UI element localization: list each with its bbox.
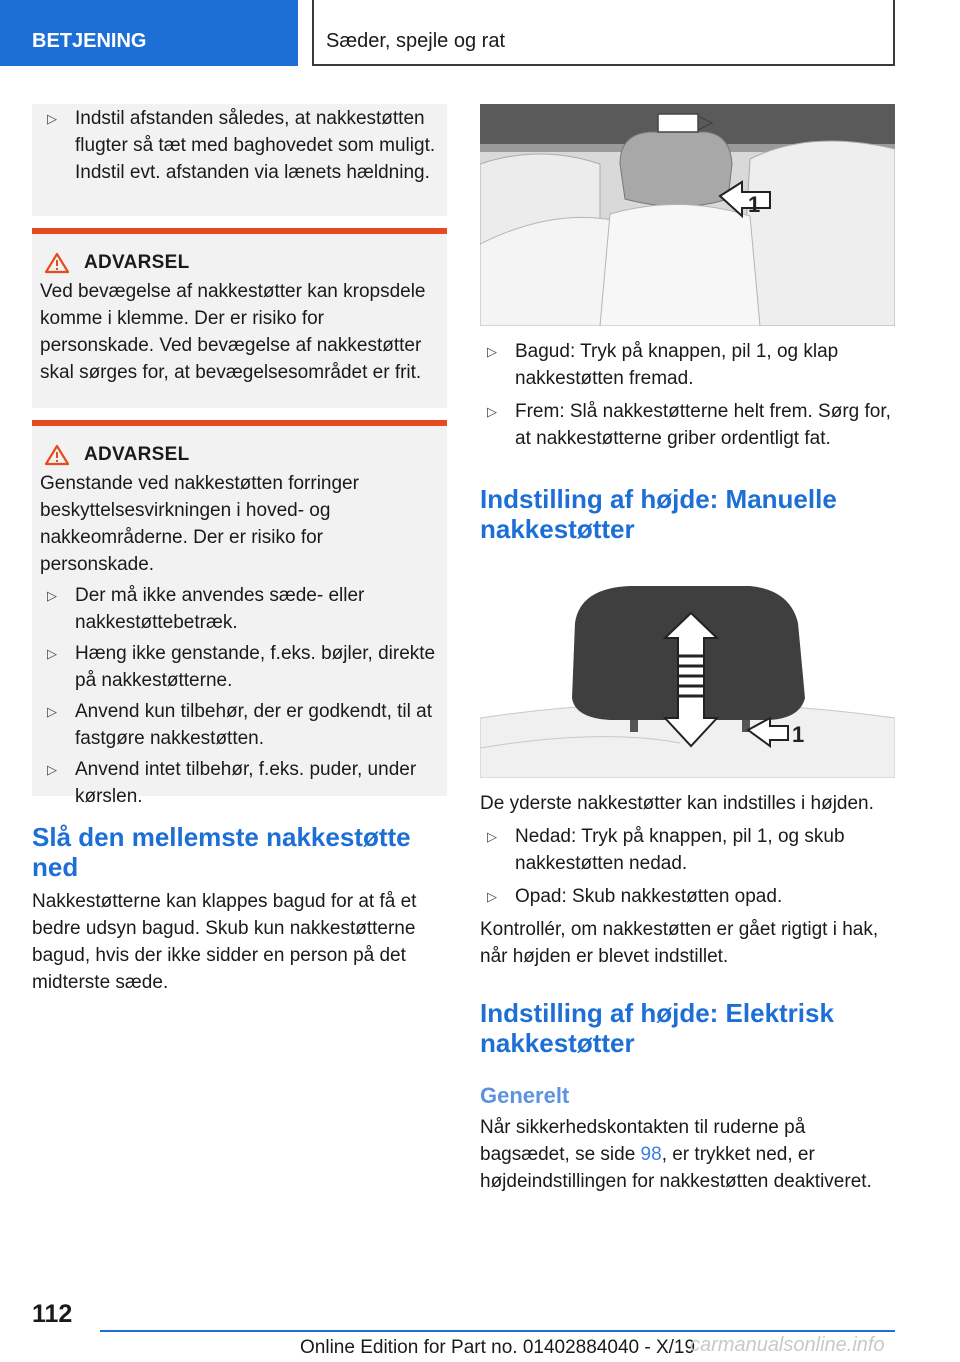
list-item: [472, 823, 895, 877]
list-item-text: Bagud: Tryk på knappen, pil 1, og klap nakkestøtten fremad.: [515, 341, 839, 389]
triangle-bullet-icon: ▷: [47, 762, 57, 777]
warning-text: Ved bevægelse af nakkestøtter kan kropsdele komme i klemme. Der er risiko for personskade. Ved bevægelse af nakkestøtter skal sørges for, at bevægelsesområdet er frit.: [40, 281, 426, 383]
section-heading: Indstilling af højde: Elektrisk nakkestøtter: [480, 998, 834, 1058]
list-item-text: Anvend intet tilbehør, f.eks. puder, under kørslen.: [75, 759, 417, 807]
list-item: [32, 698, 439, 752]
paragraph: Når sikkerhedskontakten til ruderne på bagsædet, se side 98, er trykket ned, er højdeindstillingen for nakkestøtten deaktiveret.: [480, 1117, 872, 1192]
triangle-bullet-icon: ▷: [47, 111, 57, 126]
intro-box: [32, 104, 447, 216]
list-item-text: Opad: Skub nakkestøtten opad.: [515, 886, 783, 907]
list-item: [472, 338, 895, 392]
triangle-bullet-icon: ▷: [47, 588, 57, 603]
warning-text: Genstande ved nakkestøtten forringer beskyttelsesvirkningen i hoved- og nakkeområderne. Der er risiko for personskade.: [40, 473, 359, 575]
warning-title: ADVARSEL: [84, 252, 190, 273]
triangle-bullet-icon: ▷: [487, 404, 497, 419]
list-item: [32, 582, 439, 636]
list-item: [32, 756, 439, 810]
list-item: [472, 398, 895, 452]
subsection-heading: Generelt: [480, 1083, 570, 1108]
section-paragraph: Nakkestøtterne kan klappes bagud for at få et bedre udsyn bagud. Skub kun nakkestøtterne bagud, hvis der ikke sidder en person på det midterste sæde.: [32, 891, 417, 993]
arrow-label: 1: [792, 722, 805, 747]
triangle-bullet-icon: ▷: [487, 829, 497, 844]
list-item: [32, 105, 447, 186]
section-heading: Indstilling af højde: Manuelle nakkestøtter: [480, 484, 837, 544]
warning-triangle-icon: [44, 444, 70, 466]
triangle-bullet-icon: ▷: [47, 646, 57, 661]
arrow-label: 1: [748, 192, 761, 217]
triangle-bullet-icon: ▷: [47, 704, 57, 719]
list-item-text: Der må ikke anvendes sæde- eller nakkestøttebetræk.: [75, 585, 365, 633]
page-link[interactable]: 98: [640, 1144, 662, 1165]
footer-divider: [100, 1330, 895, 1332]
watermark: carmanualsonline.info: [690, 1334, 885, 1356]
list-item-text: Hæng ikke genstande, f.eks. bøjler, direkte på nakkestøtterne.: [75, 643, 436, 691]
warning-title: ADVARSEL: [84, 444, 190, 465]
page-number: 112: [32, 1300, 73, 1328]
section-tab: BETJENING: [0, 0, 298, 66]
list-item-text: Anvend kun tilbehør, der er godkendt, til at fastgøre nakkestøtten.: [75, 701, 432, 749]
list-item-text: Frem: Slå nakkestøtterne helt frem. Sørg for, at nakkestøtterne griber ordentligt fat.: [515, 401, 891, 449]
headrest-fold-illustration: [480, 104, 895, 326]
paragraph: Kontrollér, om nakkestøtten er gået rigtigt i hak, når højden er blevet indstillet.: [480, 919, 879, 967]
warning-box: [32, 228, 447, 408]
triangle-bullet-icon: ▷: [487, 889, 497, 904]
list-item: [32, 640, 439, 694]
list-item: [472, 883, 895, 910]
headrest-height-illustration: [480, 578, 895, 778]
chapter-title: Sæder, spejle og rat: [312, 0, 895, 66]
footer-edition: Online Edition for Part no. 01402884040 - X/19: [300, 1337, 696, 1358]
warning-box: [32, 420, 447, 807]
list-item-text: Nedad: Tryk på knappen, pil 1, og skub nakkestøtten nedad.: [515, 826, 845, 874]
paragraph: De yderste nakkestøtter kan indstilles i højden.: [480, 793, 874, 814]
section-heading: Slå den mellemste nakkestøtte ned: [32, 822, 411, 882]
triangle-bullet-icon: ▷: [487, 344, 497, 359]
list-item-text: Indstil afstanden således, at nakkestøtten flugter så tæt med baghovedet som muligt. Indstil evt. afstanden via lænets hældning.: [75, 108, 436, 183]
warning-triangle-icon: [44, 252, 70, 274]
